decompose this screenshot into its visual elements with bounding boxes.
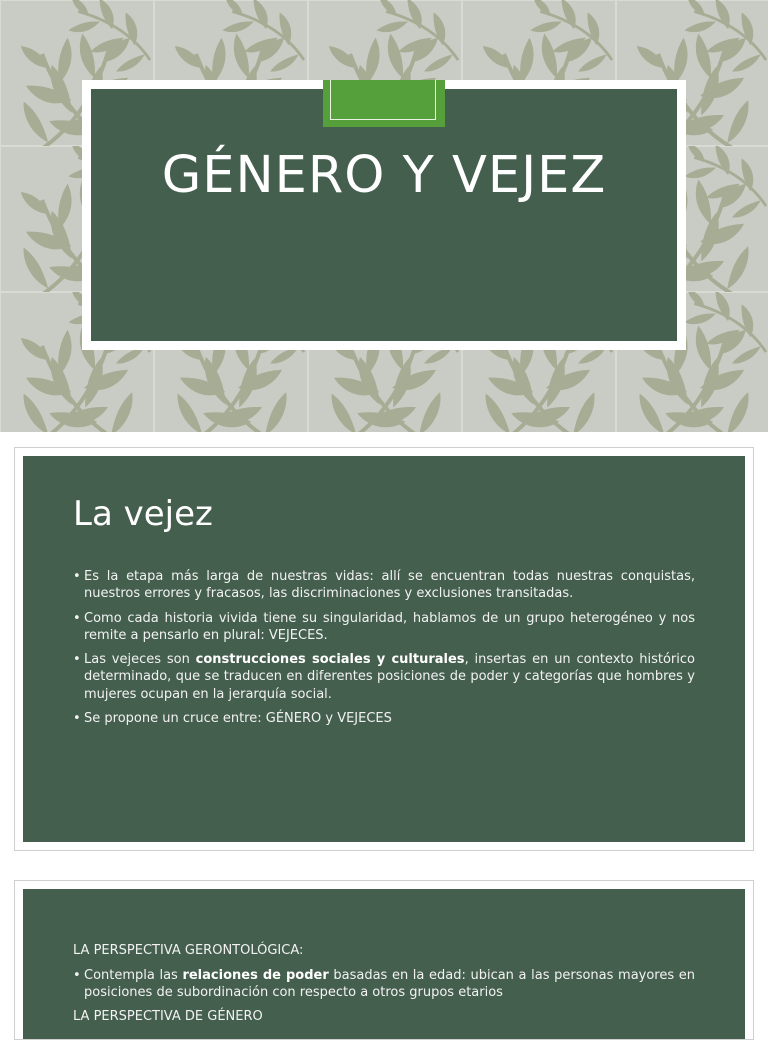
bullet-icon: •	[73, 968, 81, 983]
bullet-icon: •	[73, 711, 81, 727]
slide-3-bullet-list	[73, 967, 695, 1009]
bullet-item	[73, 710, 695, 727]
bullet-emphasis: construcciones sociales y culturales	[195, 652, 465, 668]
slide-title: GÉNERO Y VEJEZ	[161, 146, 607, 205]
bullet-item	[73, 651, 695, 703]
accent-tab-outline	[330, 80, 436, 120]
title-slide	[0, 0, 768, 432]
bullet-text: Como cada historia vivida tiene su singularidad, hablamos de un grupo heterogéneo y nos remite a pensarlo en plural: VEJECES.	[84, 610, 695, 643]
bullet-item	[73, 568, 695, 603]
bullet-item	[73, 967, 695, 1002]
bullet-icon: •	[73, 610, 81, 626]
slide-heading: La vejez	[73, 494, 213, 534]
section-label-gerontologica: LA PERSPECTIVA GERONTOLÓGICA:	[73, 943, 304, 958]
slide-2-bullet-list	[73, 568, 695, 734]
bullet-text: basadas en la edad: ubican a las personas mayores en posiciones de subordinación con respecto a otros grupos etarios	[84, 968, 695, 1001]
bullet-text: Contempla las	[84, 968, 183, 983]
bullet-icon: •	[73, 652, 81, 668]
bullet-emphasis: relaciones de poder	[182, 968, 329, 983]
section-label-genero: LA PERSPECTIVA DE GÉNERO	[73, 1009, 263, 1024]
bullet-icon: •	[73, 569, 81, 584]
bullet-text: , insertas en un contexto histórico determinado, que se traducen en diferentes posiciones de poder y categorías que hombres y mujeres ocupan en la jerarquía social.	[84, 652, 695, 702]
bullet-text: Se propone un cruce entre: GÉNERO y VEJECES	[84, 711, 392, 727]
bullet-item	[73, 610, 695, 645]
accent-tab	[323, 80, 445, 127]
bullet-text: Es la etapa más larga de nuestras vidas: allí se encuentran todas nuestras conquistas, nuestros errores y fracasos, las discriminaciones y exclusiones transitadas.	[84, 569, 695, 602]
bullet-text: Las vejeces son	[84, 652, 196, 668]
